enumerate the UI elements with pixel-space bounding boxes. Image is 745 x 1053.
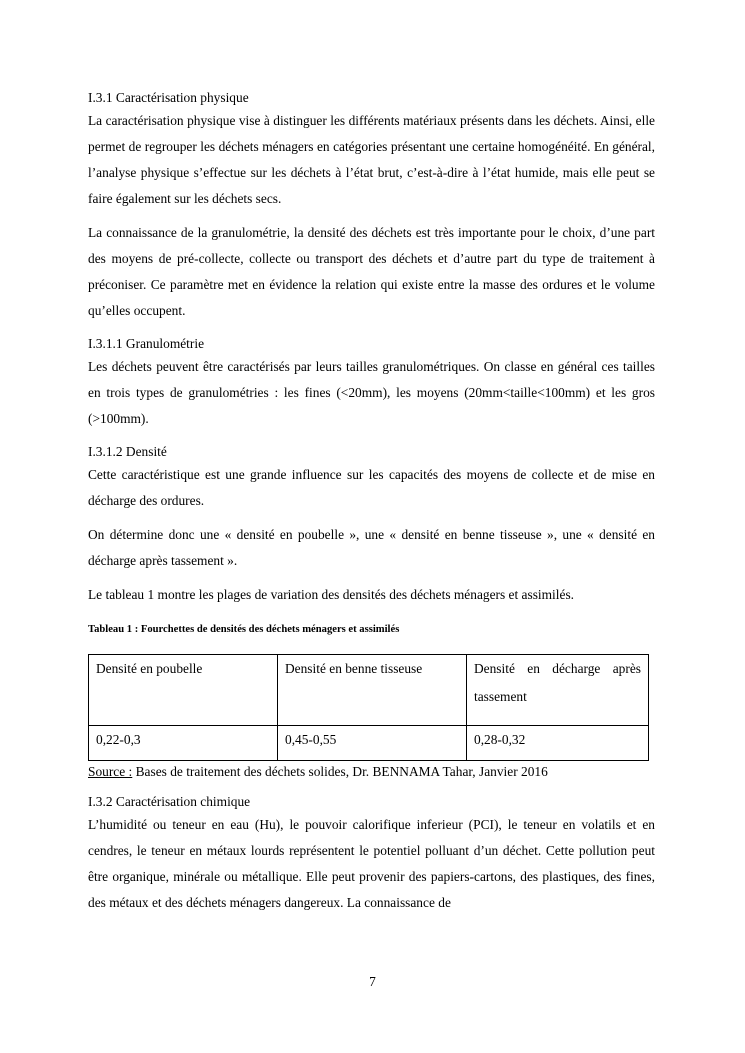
- table-cell: 0,45-0,55: [278, 726, 467, 761]
- paragraph-chimique: L’humidité ou teneur en eau (Hu), le pouvoir calorifique inferieur (PCI), le teneur en volatils et en cendres, le teneur en métaux lourds représentent le potentiel polluant d’un déchet. Cette pollution peut être organique, minérale ou métallique. Elle peut provenir des papiers-cartons, des plastiques, des fines, des métaux et des déchets ménagers dangereux. La connaissance de: [88, 817, 655, 910]
- table-header-cell: Densité en poubelle: [89, 655, 278, 726]
- page-content: [88, 88, 655, 916]
- table-header-row: [89, 655, 649, 726]
- paragraph-physique-2: La connaissance de la granulométrie, la densité des déchets est très importante pour le choix, d’une part des moyens de pré-collecte, collecte ou transport des déchets et d’autre part du type de traitement à préconiser. Ce paramètre met en évidence la relation qui existe entre la masse des ordures et le volume qu’elles occupent.: [88, 225, 655, 318]
- paragraph-physique-1: La caractérisation physique vise à distinguer les différents matériaux présents dans les déchets. Ainsi, elle permet de regrouper les déchets ménagers en catégories présentant une certaine homogénéité. En général, l’analyse physique s’effectue sur les déchets à l’état brut, c’est-à-dire à l’état humide, mais elle peut se faire également sur les déchets secs.: [88, 113, 655, 206]
- table-header-cell: Densité en benne tisseuse: [278, 655, 467, 726]
- table-row: [89, 726, 649, 761]
- section-heading-densite: I.3.1.2 Densité: [88, 444, 167, 459]
- paragraph-densite-3: Le tableau 1 montre les plages de variation des densités des déchets ménagers et assimilés.: [88, 587, 574, 602]
- table-source: [88, 762, 655, 782]
- section-heading-granulometrie: I.3.1.1 Granulométrie: [88, 336, 205, 351]
- section-heading-chimique: I.3.2 Caractérisation chimique: [88, 794, 251, 809]
- source-label: Source :: [88, 764, 133, 779]
- table-caption: Tableau 1 : Fourchettes de densités des déchets ménagers et assimilés: [88, 624, 400, 635]
- source-text: Bases de traitement des déchets solides, Dr. BENNAMA Tahar, Janvier 2016: [132, 764, 548, 779]
- section-heading-physique: I.3.1 Caractérisation physique: [88, 90, 249, 105]
- density-table: [88, 654, 649, 761]
- table-cell: 0,28-0,32: [467, 726, 649, 761]
- page-number: 7: [369, 974, 376, 989]
- table-header-cell: Densité en décharge après tassement: [467, 655, 649, 726]
- paragraph-densite-1: Cette caractéristique est une grande influence sur les capacités des moyens de collecte et de mise en décharge des ordures.: [88, 467, 655, 508]
- table-cell: 0,22-0,3: [89, 726, 278, 761]
- paragraph-granulometrie: Les déchets peuvent être caractérisés par leurs tailles granulométriques. On classe en général ces tailles en trois types de granulométries : les fines (<20mm), les moyens (20mm<taille<100mm) et les gros (>100mm).: [88, 359, 655, 426]
- paragraph-densite-2: On détermine donc une « densité en poubelle », une « densité en benne tisseuse », une « densité en décharge après tassement ».: [88, 527, 655, 568]
